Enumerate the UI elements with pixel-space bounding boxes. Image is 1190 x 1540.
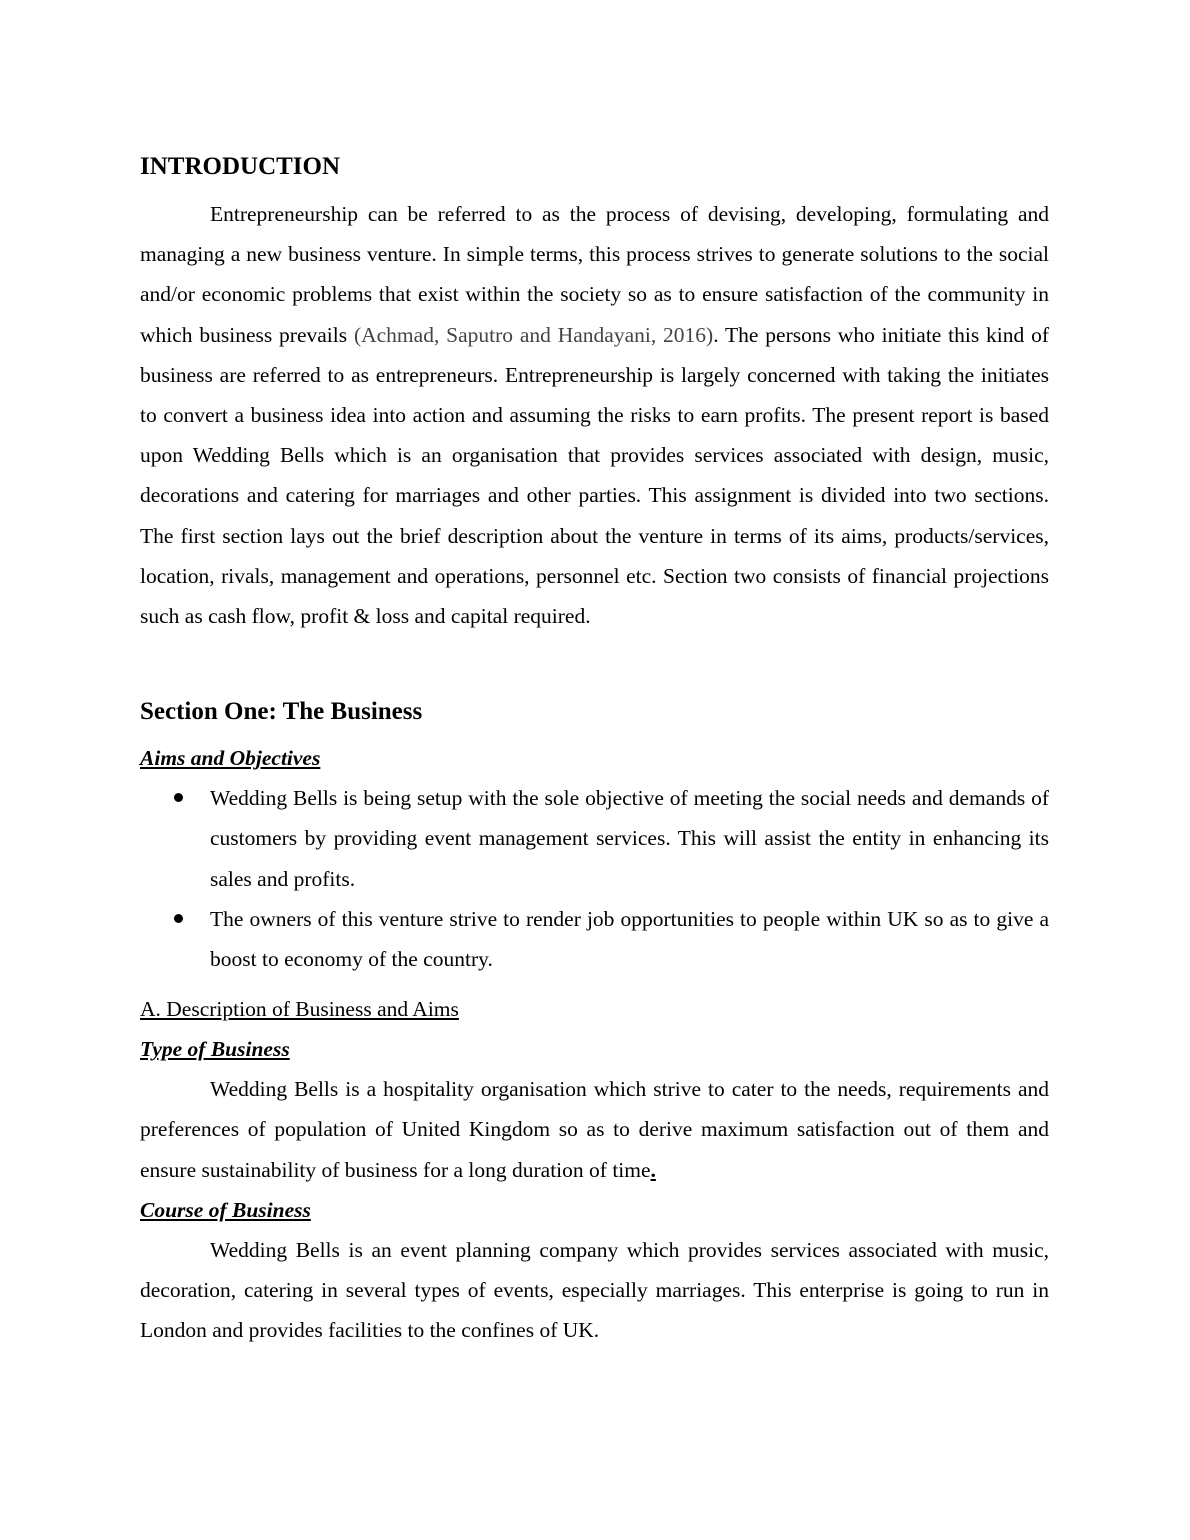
introduction-text-part2: . The persons who initiate this kind of business are referred to as entrepreneurs. Entrepreneurship is largely concerned with taking the initiates to convert a business idea into action and assuming the risks to earn profits. The present report is based upon Wedding Bells which is an organisation that provides services associated with design, music, decorations and catering for marriages and other parties. This assignment is divided into two sections. The first section lays out the brief description about the venture in terms of its aims, products/services, location, rivals, management and operations, personnel etc. Section two consists of financial projections such as cash flow, profit & loss and capital required. [140, 322, 1050, 629]
list-item [140, 778, 1049, 899]
citation: (Achmad, Saputro and Handayani, 2016) [353, 322, 714, 347]
type-of-business-heading: Type of Business [140, 1037, 290, 1062]
section-one-heading: Section One: The Business [140, 698, 423, 726]
document-page [140, 148, 1049, 1350]
introduction-text-part1: Entrepreneurship can be referred to as the process of devising, developing, formulating and managing a new business venture. In simple terms, this process strives to generate solutions to the social and/or economic problems that exist within the society so as to ensure satisfaction of the community in which business prevails [140, 202, 1049, 347]
aim-text: Wedding Bells is being setup with the sole objective of meeting the social needs and demands of customers by providing event management services. This will assist the entity in enhancing its sales and profits. [210, 786, 1049, 891]
aim-text: The owners of this venture strive to render job opportunities to people within UK so as to give a boost to economy of the country. [210, 906, 1049, 972]
type-of-business-text: Wedding Bells is a hospitality organisation which strive to cater to the needs, requirements and preferences of population of United Kingdom so as to derive maximum satisfaction out of them and ensure sustainability of business for a long duration of time [140, 1077, 1049, 1182]
course-of-business-heading: Course of Business [140, 1197, 311, 1222]
introduction-paragraph [140, 194, 1049, 636]
type-of-business-paragraph [140, 1069, 1049, 1190]
list-item [140, 899, 1049, 979]
aims-list [140, 778, 1049, 979]
description-heading: A. Description of Business and Aims [140, 997, 459, 1022]
introduction-heading: INTRODUCTION [140, 153, 341, 180]
bullet-icon [174, 793, 183, 802]
aims-objectives-heading: Aims and Objectives [140, 746, 321, 771]
bullet-icon [174, 914, 183, 923]
type-of-business-period: . [650, 1157, 656, 1182]
course-of-business-paragraph: Wedding Bells is an event planning company which provides services associated with music, decoration, catering in several types of events, especially marriages. This enterprise is going to run in London and provides facilities to the confines of UK. [140, 1237, 1049, 1343]
